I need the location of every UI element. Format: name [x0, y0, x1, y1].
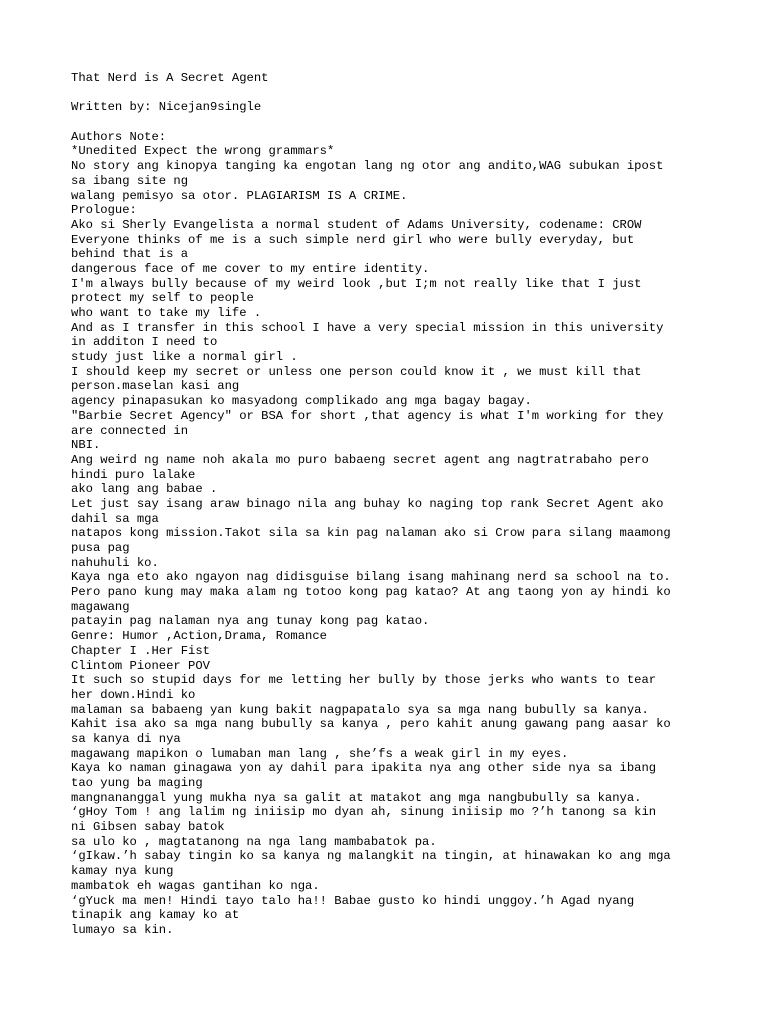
text-line: in additon I need to [71, 335, 218, 350]
text-line: ni Gibsen sabay batok [71, 820, 225, 835]
text-line: study just like a normal girl . [71, 350, 298, 365]
text-line: tao yung ba maging [71, 776, 203, 790]
text-line: *Unedited Expect the wrong grammars* [71, 144, 335, 159]
body-text [71, 130, 711, 938]
text-line: I should keep my secret or unless one person could know it , we must kill that [71, 364, 642, 379]
text-line: dangerous face of me cover to my entire identity. [71, 261, 430, 276]
text-line: Everyone thinks of me is a such simple nerd girl who were bully everyday, but [71, 232, 635, 247]
text-line: Let just say isang araw binago nila ang buhay ko naging top rank Secret Agent ako [71, 496, 664, 511]
text-line: It such so stupid days for me letting her bully by those jerks who wants to tear [71, 673, 657, 688]
text-line: NBI. [71, 438, 101, 453]
text-line: pusa pag [71, 541, 130, 555]
text-line: natapos kong mission.Takot sila sa kin pag nalaman ako si Crow para silang maamong [71, 526, 671, 541]
text-line: I'm always bully because of my weird look ,but I;m not really like that I just [71, 276, 642, 291]
text-line: "Barbie Secret Agency" or BSA for short ,that agency is what I'm working for they [71, 408, 664, 423]
text-line: sa ibang site ng [71, 173, 189, 188]
text-line: protect my self to people [71, 291, 254, 306]
text-line: patayin pag nalaman nya ang tunay kong pag katao. [71, 614, 430, 629]
text-line: Ang weird ng name noh akala mo puro babaeng secret agent ang nagtratrabaho pero [71, 452, 649, 467]
text-line: person.maselan kasi ang [71, 379, 240, 394]
text-line: behind that is a [71, 247, 189, 262]
text-line: No story ang kinopya tanging ka engotan lang ng otor ang andito,WAG subukan ipost [71, 159, 664, 174]
text-line: sa ulo ko , magtatanong na nga lang mambabatok pa. [71, 834, 437, 849]
document-title: That Nerd is A Secret Agent [71, 71, 269, 85]
text-line: ‘gHoy Tom ! ang lalim ng iniisip mo dyan ah, sinung iniisip mo ?’h tanong sa kin [71, 805, 657, 820]
text-line: Ako si Sherly Evangelista a normal student of Adams University, codename: CROW [71, 217, 642, 232]
text-line: hindi puro lalake [71, 467, 196, 482]
text-line: Genre: Humor ,Action,Drama, Romance [71, 629, 327, 644]
text-line: walang pemisyo sa otor. PLAGIARISM IS A CRIME. [71, 188, 408, 203]
text-line: who want to take my life . [71, 306, 262, 320]
text-line: magawang mapikon o lumaban man lang , she’fs a weak girl in my eyes. [71, 746, 569, 761]
text-line: magawang [71, 599, 130, 614]
text-line: kamay nya kung [71, 864, 174, 879]
text-line: Pero pano kung may maka alam ng totoo kong pag katao? At ang taong yon ay hindi ko [71, 585, 671, 600]
text-line: Kaya nga eto ako ngayon nag didisguise bilang isang mahinang nerd sa school na to. [71, 570, 671, 585]
text-line: agency pinapasukan ko masyadong complikado ang mga bagay bagay. [71, 394, 532, 409]
text-line: nahuhuli ko. [71, 555, 159, 570]
document-byline: Written by: Nicejan9single [71, 100, 262, 115]
text-line: Clintom Pioneer POV [71, 658, 210, 673]
document-body [71, 71, 711, 938]
text-line: Kaya ko naman ginagawa yon ay dahil para ipakita nya ang other side nya sa ibang [71, 761, 657, 776]
text-line: And as I transfer in this school I have a very special mission in this university [71, 320, 664, 335]
text-line: Chapter I .Her Fist [71, 643, 210, 658]
text-line: her down.Hindi ko [71, 687, 196, 702]
text-line: tinapik ang kamay ko at [71, 908, 240, 923]
text-line: sa kanya di nya [71, 731, 181, 746]
text-line: ako lang ang babae . [71, 482, 218, 497]
text-line: ‘gYuck ma men! Hindi tayo talo ha!! Babae gusto ko hindi unggoy.’h Agad nyang [71, 893, 635, 908]
text-line: are connected in [71, 423, 189, 438]
text-line: malaman sa babaeng yan kung bakit nagpapatalo sya sa mga nang bubully sa kanya. [71, 702, 649, 717]
blank-line [71, 115, 711, 130]
text-line: Prologue: [71, 203, 137, 218]
text-line: Authors Note: [71, 129, 167, 144]
text-line: lumayo sa kin. [71, 922, 174, 937]
blank-line [71, 86, 711, 101]
text-line: mambatok eh wagas gantihan ko nga. [71, 878, 320, 893]
text-line: mangnananggal yung mukha nya sa galit at matakot ang mga nangbubully sa kanya. [71, 790, 642, 805]
text-line: Kahit isa ako sa mga nang bubully sa kanya , pero kahit anung gawang pang aasar ko [71, 717, 671, 732]
text-line: ‘gIkaw.’h sabay tingin ko sa kanya ng malangkit na tingin, at hinawakan ko ang mga [71, 849, 671, 864]
text-line: dahil sa mga [71, 511, 159, 526]
